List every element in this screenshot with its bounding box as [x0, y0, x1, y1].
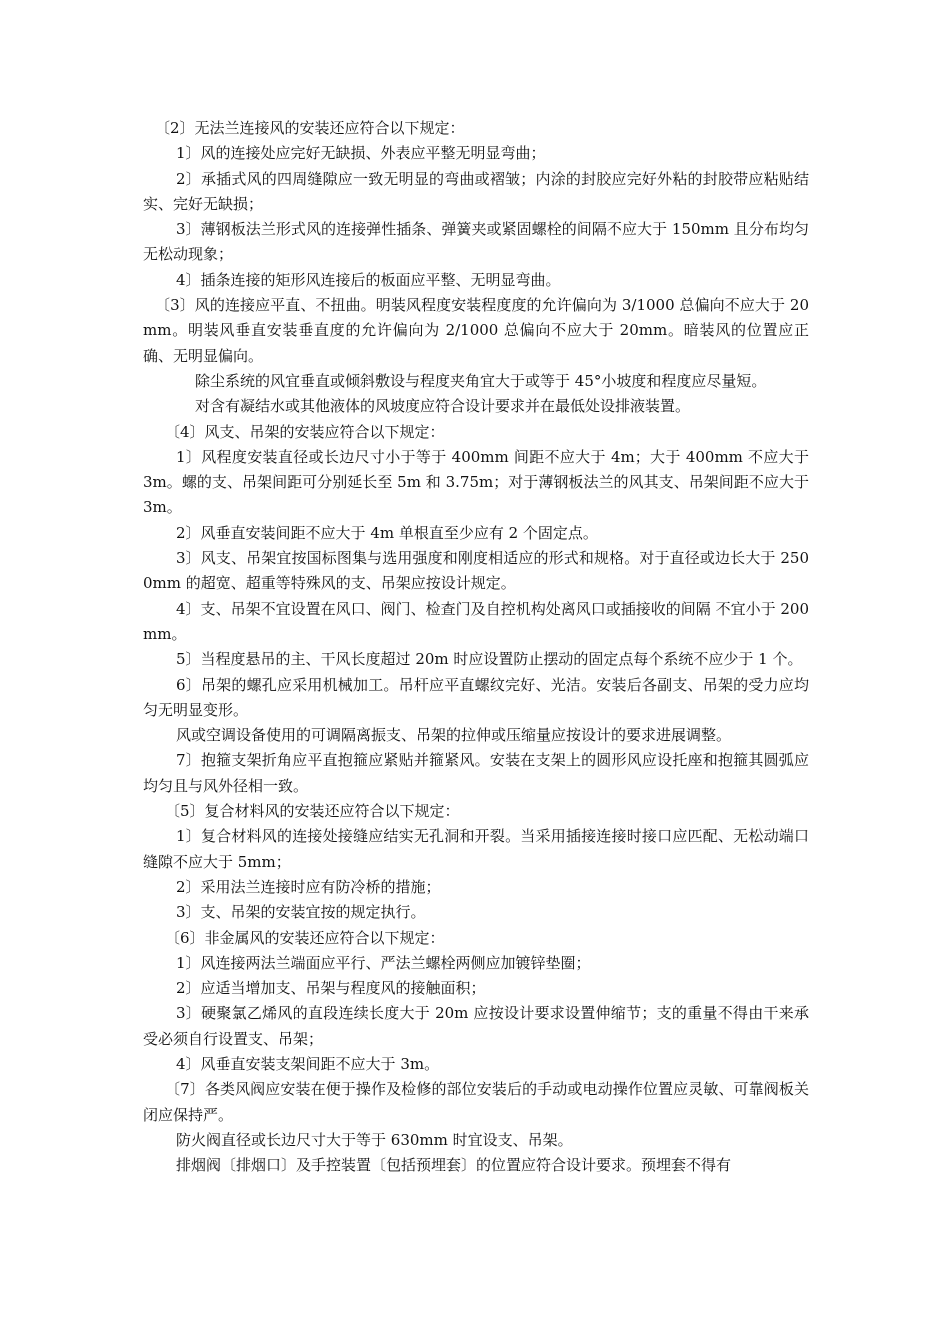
paragraph: 防火阀直径或长边尺寸大于等于 630mm 时宜设支、吊架。	[176, 1130, 573, 1149]
paragraph: 6〕吊架的螺孔应采用机械加工。吊杆应平直螺纹完好、光洁。安装后各副支、吊架的受力应均匀无明显变形。	[143, 675, 809, 719]
paragraph: 4〕插条连接的矩形风连接后的板面应平整、无明显弯曲。	[176, 270, 561, 289]
section-5-heading: 〔5〕复合材料风的安装还应符合以下规定：	[165, 802, 460, 821]
paragraph: 3〕薄钢板法兰形式风的连接弹性插条、弹簧夹或紧固螺栓的间隔不应大于 150mm 且分布均匀无松动现象；	[143, 220, 809, 264]
section-7-heading: 〔7〕各类风阀应安装在便于操作及检修的部位安装后的手动或电动操作位置应灵敏、可靠阀板关闭应保持严。	[143, 1080, 809, 1124]
section-6-heading: 〔6〕非金属风的安装还应符合以下规定：	[165, 928, 445, 947]
paragraph: 5〕当程度悬吊的主、干风长度超过 20m 时应设置防止摆动的固定点每个系统不应少于 1 个。	[176, 650, 803, 669]
document-page	[143, 116, 809, 1178]
paragraph: 2〕采用法兰连接时应有防冷桥的措施；	[176, 877, 441, 896]
paragraph: 3〕支、吊架的安装宜按的规定执行。	[176, 903, 426, 922]
paragraph: 1〕风的连接处应完好无缺损、外表应平整无明显弯曲；	[176, 144, 546, 163]
section-2-heading: 〔2〕无法兰连接风的安装还应符合以下规定：	[155, 119, 465, 137]
paragraph: 除尘系统的风宜垂直或倾斜敷设与程度夹角宜大于或等于 45°小坡度和程度应尽量短。	[195, 371, 767, 390]
paragraph: 对含有凝结水或其他液体的风坡度应符合设计要求并在最低处设排液装置。	[195, 397, 691, 416]
paragraph: 7〕抱箍支架折角应平直抱箍应紧贴并箍紧风。安装在支架上的圆形风应设托座和抱箍其圆弧应均匀且与风外径相一致。	[143, 751, 809, 795]
paragraph: 2〕风垂直安装间距不应大于 4m 单根直至少应有 2 个固定点。	[176, 523, 598, 542]
paragraph: 1〕风程度安装直径或长边尺寸小于等于 400mm 间距不应大于 4m；大于 400mm 不应大于 3m。螺的支、吊架间距可分别延长至 5m 和 3.75m；对于薄钢板法兰的风其支、吊架间距不应大于 3m。	[143, 447, 809, 517]
paragraph: 4〕支、吊架不宜设置在风口、阀门、检查门及自控机构处离风口或插接收的间隔 不宜小于 200mm。	[143, 599, 809, 643]
paragraph: 2〕承插式风的四周缝隙应一致无明显的弯曲或褶皱；内涂的封胶应完好外粘的封胶带应粘贴结实、完好无缺损；	[143, 169, 809, 213]
paragraph: 1〕复合材料风的连接处接缝应结实无孔洞和开裂。当采用插接连接时接口应匹配、无松动端口缝隙不应大于 5mm；	[143, 827, 809, 871]
paragraph: 风或空调设备使用的可调隔离振支、吊架的拉伸或压缩量应按设计的要求进展调整。	[176, 726, 732, 745]
paragraph: 2〕应适当增加支、吊架与程度风的接触面积；	[176, 979, 486, 998]
paragraph: 3〕风支、吊架宜按国标图集与选用强度和刚度相适应的形式和规格。对于直径或边长大于 2500mm 的超宽、超重等特殊风的支、吊架应按设计规定。	[143, 549, 809, 593]
section-3-heading: 〔3〕风的连接应平直、不扭曲。明装风程度安装程度度的允许偏向为 3/1000 总偏向不应大于 20mm。明装风垂直安装垂直度的允许偏向为 2/1000 总偏向不应大于 20mm。暗装风的位置应正确、无明显偏向。	[143, 296, 809, 365]
paragraph: 1〕风连接两法兰端面应平行、严法兰螺栓两侧应加镀锌垫圈；	[176, 953, 591, 972]
paragraph: 4〕风垂直安装支架间距不应大于 3m。	[176, 1054, 440, 1073]
paragraph: 排烟阀〔排烟口〕及手控装置〔包括预埋套〕的位置应符合设计要求。预埋套不得有	[176, 1156, 732, 1175]
section-4-heading: 〔4〕风支、吊架的安装应符合以下规定：	[165, 422, 445, 441]
paragraph: 3〕硬聚氯乙烯风的直段连续长度大于 20m 应按设计要求设置伸缩节；支的重量不得由干来承受必须自行设置支、吊架；	[143, 1004, 809, 1048]
